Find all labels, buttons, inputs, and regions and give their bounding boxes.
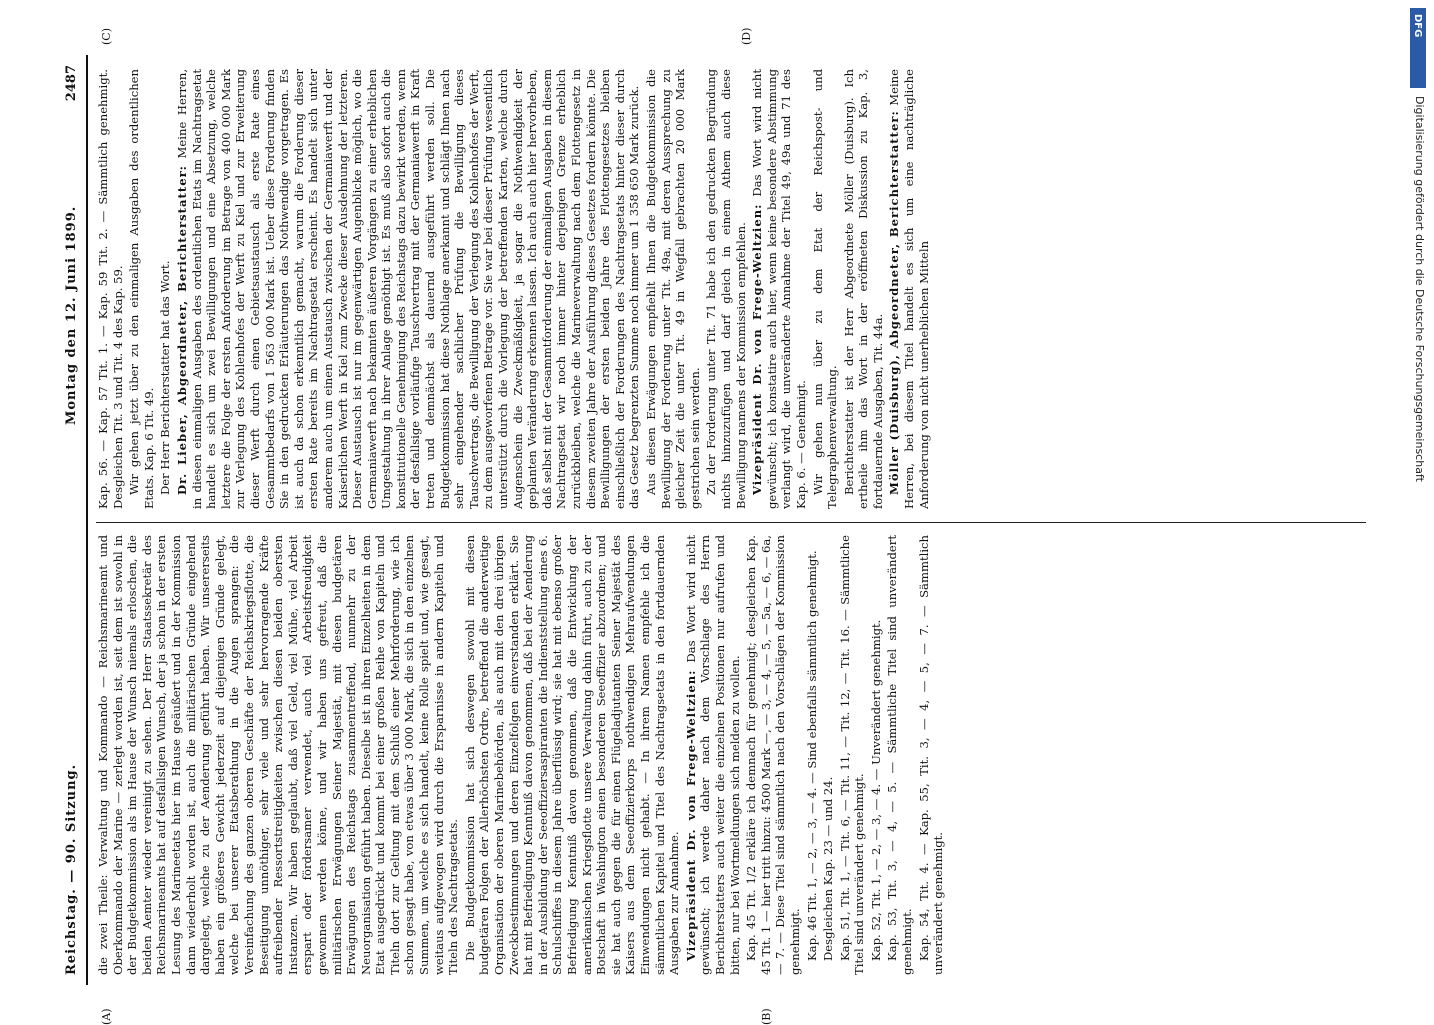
margin-mark-a: (A) bbox=[100, 1008, 113, 1025]
header-page-number: 2487 bbox=[64, 65, 79, 102]
speech-text: Meine Herren, bei diesem Titel handelt es sich um eine nachträgliche Anforderung von nicht unerheblichen Mitteln bbox=[887, 69, 931, 509]
paragraph: Kap. 46 Tit. 1, — 2, — 3, — 4. — Sind ebenfalls sämmtlich genehmigt. bbox=[804, 550, 819, 961]
paragraph: Berichterstatter ist der Herr Abgeordnete Möller (Duisburg). Ich ertheile ihm das Wort in der eröffneten Diskussion zu Kap. 3, fortdauernde Ausgaben, Tit. 44a. bbox=[841, 69, 885, 509]
paragraph bbox=[750, 69, 808, 509]
newspaper-page bbox=[60, 27, 1380, 1025]
speaker-name: Vizepräsident Dr. von Frege-Weltzien: bbox=[683, 669, 698, 961]
paragraph: Kap. 45 Tit. 1/2 erkläre ich demnach für genehmigt; desgleichen Kap. 45 Tit. 1 — hier tritt hinzu: 4500 Mark —, — 3, — 4, — 5, — 5a, — 6, — 6a, — 7. — Diese Titel sind sämmtlich nach den Vorschlägen der Kommission genehmigt. bbox=[744, 535, 802, 975]
paragraph bbox=[887, 69, 931, 509]
header-rule bbox=[86, 55, 88, 985]
margin-mark-d: (D) bbox=[740, 27, 753, 45]
paragraph: Kap. 51, Tit. 1, — Tit. 6, — Tit. 11, — Tit. 12, — Tit. 16. — Sämmtliche Titel sind unverändert genehmigt. bbox=[837, 535, 867, 975]
speaker-name: Vizepräsident Dr. von Frege-Weltzien: bbox=[750, 203, 765, 495]
paragraph bbox=[175, 69, 642, 509]
dfg-logo bbox=[1410, 8, 1426, 88]
speaker-name: Möller (Duisburg), Abgeordneter, Berichterstatter: bbox=[887, 110, 902, 495]
paragraph: Kap. 53, Tit. 3, — 4, — 5. — Sämmtliche Titel sind unverändert genehmigt. bbox=[885, 535, 915, 975]
header-date: Montag den 12. Juni 1899. bbox=[64, 205, 79, 425]
page-header bbox=[60, 55, 86, 985]
header-section-title: Reichstag. — 90. Sitzung. bbox=[64, 763, 79, 975]
paragraph: Kap. 56. — Kap. 57 Tit. 1. — Kap. 59 Tit. 2. — Sämmtlich genehmigt. Desgleichen Tit. 3 und Tit. 4 des Kap. 59. bbox=[96, 69, 125, 509]
speech-text: Meine Herren, in diesen einmaligen Ausgaben des ordentlichen Etats im Nachtragsetat handelt es sich um zwei Bewilligungen und eine Absetzung, welche letztere die Folge der ersten Anforderung im Betrage von 400 000 Mark zur Verlegung des Kohlenhofes der Werft zu Kiel und zur Erweiterung dieser Werft durch einen Gebietsaustausch als erste Rate eines Gesammtbedarfs von 1 563 000 Mark ist. Ueber diese Forderung finden Sie in den gedruckten Erläuterungen das Nothwendige vorgetragen. Es ist auch da schon erkenntlich gemacht, warum die Forderung dieser ersten Rate bereits im Nachtragsetat erscheint. Es handelt sich unter anderem auch um einen Austausch zwischen der Germaniawerft und der Kaiserlichen Werft in Kiel zum Zwecke dieser Ausdehnung der letzteren. Dieser Austausch ist nur im gegenwärtigen Augenblicke möglich, wo die Germaniawerft nach bekannten äußeren Vorgängen zu einer erheblichen Umgestaltung in ihrer Anlage genöthigt ist. Es muß also sofort auch die konstitutionelle Genehmigung des Reichstags dazu bewirkt werden, wenn der desfallsige vorläufige Tauschvertrag mit der Germaniawerft in Kraft treten und demnächst als dauernd ausgeführt werden soll. Die Budgetkommission hat diese Nothlage anerkannt und schlägt Ihnen nach sehr eingehender sachlicher Prüfung die Bewilligung dieses Tauschvertrags, die Bewilligung der Verlegung des Kohlenhofes der Werft, zu dem ausgeworfenen Betrage vor. Sie war bei dieser Prüfung wesentlich unterstützt durch die Vorlegung der betreffenden Karten, welche durch Augenschein die Zweckmäßigkeit, ja sogar die Nothwendigkeit der geplanten Veränderung erkennen lassen. Ich auch auch hier hervorheben, daß selbst mit der Gesammtforderung der einmaligen Ausgaben in diesem Nachtragsetat wir noch immer hinter derjenigen Grenze erheblich zurückbleiben, welche die Marineverwaltung nach dem Flottengesetz in diesem zweiten Jahre der Ausführung dieses Gesetzes fordern könnte. Die Bewilligungen der ersten beiden Jahre des Flottengesetzes bleiben einschließlich der Forderungen des Nachtragsetats hinter dieser durch das Gesetz begrenzten Summe noch immer um 1 358 650 Mark zurück. bbox=[174, 69, 642, 509]
paragraph: Aus diesen Erwägungen empfiehlt Ihnen die Budgetkommission die Bewilligung der Forderung unter Tit. 49a, mit deren Aussprechung zu gleicher Zeit die unter Tit. 49 in Wegfall gebrachten 20 000 Mark gestrichen sein werden. bbox=[643, 69, 702, 509]
speaker-name: Dr. Lieber, Abgeordneter, Berichterstatter: bbox=[174, 165, 189, 495]
paragraph: Kap. 52, Tit. 1, — 2, — 3, — 4. — Unverändert genehmigt. bbox=[868, 619, 883, 961]
digitization-credit bbox=[1408, 4, 1430, 994]
paragraph: Wir gehen jetzt über zu den einmaligen Ausgaben des ordentlichen Etats. Kap. 6 Tit. 49. bbox=[127, 69, 156, 509]
column-divider bbox=[96, 522, 1366, 523]
paragraph: Zu der Forderung unter Tit. 71 habe ich den gedruckten Begründung nichts hinzuzufügen und darf gleich in einem Athem auch diese Bewilligung namens der Kommission empfehlen. bbox=[704, 69, 748, 509]
paragraph: Der Herr Berichterstatter hat das Wort. bbox=[158, 260, 173, 495]
margin-mark-b: (B) bbox=[760, 1008, 773, 1025]
paragraph: Wir gehen nun über zu dem Etat der Reichspost- und Telegraphenverwaltung. bbox=[810, 69, 840, 509]
right-column bbox=[96, 69, 1366, 509]
speech-text: Das Wort wird nicht gewünscht; ich konstatire auch hier, wenn keine besondere Abstimmung verlangt wird, die unveränderte Annahme der Titel 49, 49a und 71 des Kap. 6. — Genehmigt. bbox=[750, 69, 808, 509]
dfg-logo-text: DFG bbox=[1412, 14, 1423, 38]
credit-text: Digitalisierung gefördert durch die Deutsche Forschungsgemeinschaft bbox=[1413, 96, 1426, 482]
margin-mark-c: (C) bbox=[100, 28, 113, 45]
paragraph: Die Budgetkommission hat sich deswegen sowohl mit diesen budgetären Folgen der Allerhöchsten Ordre, betreffend die anderweitige Organisation der oberen Marinebehörden, als auch mit den drei übrigen Zweckbestimmungen und deren Einzelfolgen einverstanden erklärt. Sie hat mit Befriedigung Kenntniß davon genommen, daß bei der Aenderung in der Ausbildung der Seeoffiziersaspiranten die Indienststellung eines 6. Schulschiffes in diesem Jahre überflüssig wird; sie hat mit ebenso großer Befriedigung Kenntniß davon genommen, daß die Entwicklung der amerikanischen Kriegsflotte unsere Verwaltung dahin führt, auch zu der Botschaft in Washington einen besonderen Seeoffizier abzuordnen; und sie hat auch gegen die für einen Flügeladjutanten Seiner Majestät des Kaisers aus dem Seeoffizierkorps nothwendigen Mehraufwendungen Einwendungen nicht gehabt. — In ihrem Namen empfehle ich die sämmtlichen Kapitel und Titel des Nachtragsetats in den fortdauernden Ausgaben zur Annahme. bbox=[462, 535, 682, 975]
speech-text: Das Wort wird nicht gewünscht; ich werde daher nach dem Vorschlage des Herrn Berichterstatters auch weiter die einzelnen Positionen nur aufrufen und bitten, nur bei Wortmeldungen sich melden zu wollen. bbox=[683, 535, 742, 975]
paragraph: Kap. 54, Tit. 4. — Kap. 55, Tit. 3, — 4, — 5, — 7. — Sämmtlich unverändert genehmigt. bbox=[916, 535, 946, 975]
left-column bbox=[96, 535, 1366, 975]
paragraph: die zwei Theile: Verwaltung und Kommando — Reichsmarineamt und Oberkommando der Marine — zerlegt worden ist, seit dem ist sowohl in der Budgetkommission als im Hause der Wunsch niemals erloschen, die beiden Aemter wieder vereinigt zu sehen. Der Herr Staatssekretär des Reichsmarineamts hat auf desfallsigen Wunsch, der ja schon in der ersten Lesung des Marineetats hier im Hause geäußert und in der Kommission dann wiederholt worden ist, auch die militärischen Gründe eingehend dargelegt, welche zu der Aenderung geführt haben. Wir unsererseits haben ein größeres Gewicht jederzeit auf diejenigen Gründe gelegt, welche bei unserer Etatsberathung in die Augen sprangen: die Vereinfachung des ganzen oberen Geschäfte der Reichskriegsflotte, die Beseitigung unnöthiger, sehr viele und sehr hervorragende Kräfte aufreibender Ressortstreitigkeiten zwischen diesen beiden obersten Instanzen. Wir haben geglaubt, daß viel Geld, viel Mühe, viel Arbeit erspart oder fördersamer verwendet, auch viel Arbeitsfreudigkeit gewonnen werden könne, und wir haben uns gefreut, daß die militärischen Erwägungen Seiner Majestät, mit diesen budgetären Erwägungen des Reichstags zusammentreffend, nunmehr zu der Neuorganisation geführt haben. Dieselbe ist in ihren Einzelheiten in dem Etat ausgedrückt und kommt bei einer großen Reihe von Kapiteln und Titeln dort zur Geltung mit dem Schluß einer Mehrforderung, wie ich schon gesagt habe, von etwas über 3 000 Mark, die sich in den einzelnen Summen, um welche es sich handelt, keine Rolle spielt und, wie gesagt, weitaus aufgewogen wird durch die Ersparnisse in andern Kapiteln und Titeln des Nachtragsetats. bbox=[96, 535, 461, 975]
paragraph bbox=[684, 535, 742, 975]
paragraph: Desgleichen Kap. 23 — und 24. bbox=[821, 776, 836, 961]
